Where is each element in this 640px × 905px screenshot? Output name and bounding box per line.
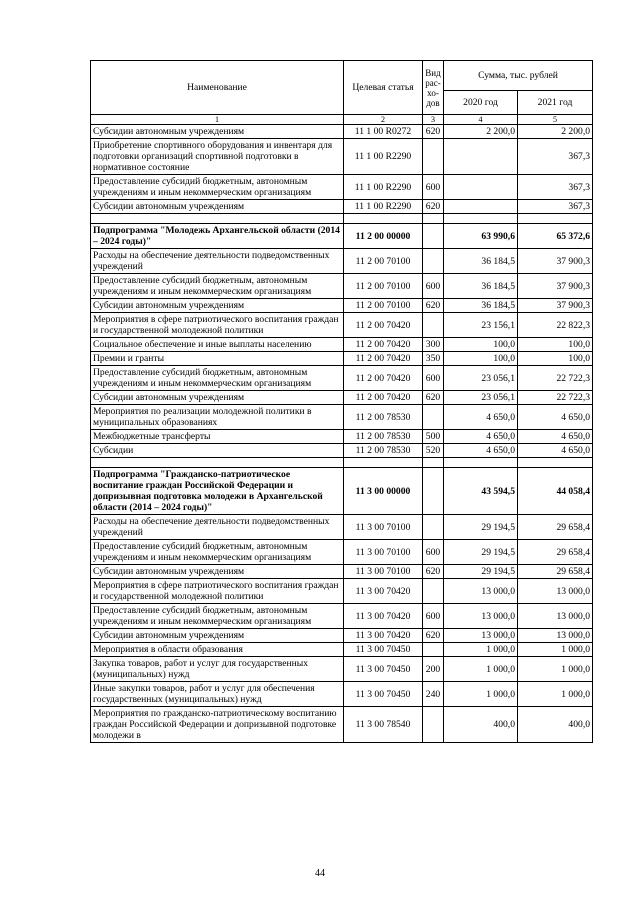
row-target-article: 11 3 00 70450 [344,657,423,682]
row-target-article: 11 3 00 70100 [344,515,423,540]
row-amount-2020: 23 056,1 [444,391,518,405]
row-target-article: 11 3 00 78540 [344,707,423,743]
row-amount-2021: 2 200,0 [518,125,593,139]
row-target-article: 11 3 00 70450 [344,643,423,657]
row-name: Расходы на обеспечение деятельности подведомственных учреждений [91,515,344,540]
row-expense-kind: 600 [423,366,444,391]
row-amount-2020: 29 194,5 [444,565,518,579]
table-row [91,249,593,274]
row-target-article: 11 2 00 78530 [344,405,423,430]
row-name: Иные закупки товаров, работ и услуг для обеспечения государственных (муниципальных) нужд [91,682,344,707]
row-expense-kind: 240 [423,682,444,707]
row-amount-2020: 36 184,5 [444,299,518,313]
row-amount-2021: 1 000,0 [518,682,593,707]
row-expense-kind [423,139,444,175]
row-expense-kind [423,313,444,338]
row-amount-2020: 36 184,5 [444,274,518,299]
header-name: Наименование [91,61,344,115]
column-number: 3 [423,115,444,125]
table-row [91,139,593,175]
row-expense-kind: 620 [423,125,444,139]
row-amount-2021: 65 372,6 [518,224,593,249]
row-name: Субсидии автономным учреждениям [91,629,344,643]
row-expense-kind [423,468,444,515]
row-target-article: 11 3 00 70420 [344,629,423,643]
row-amount-2020: 2 200,0 [444,125,518,139]
row-name: Предоставление субсидий бюджетным, автономным учреждениям и иным некоммерческим организациям [91,540,344,565]
row-expense-kind: 520 [423,444,444,458]
row-name: Межбюджетные трансферты [91,430,344,444]
row-expense-kind: 350 [423,352,444,366]
table-row [91,338,593,352]
row-amount-2021: 22 822,3 [518,313,593,338]
row-expense-kind [423,707,444,743]
row-amount-2020: 4 650,0 [444,405,518,430]
table-row [91,682,593,707]
row-expense-kind: 620 [423,200,444,214]
spacer-cell [91,458,344,468]
row-amount-2020: 4 650,0 [444,444,518,458]
table-row [91,274,593,299]
row-name: Субсидии автономным учреждениям [91,299,344,313]
row-target-article: 11 2 00 70420 [344,338,423,352]
row-target-article: 11 2 00 70100 [344,299,423,313]
spacer-cell [444,458,518,468]
row-target-article: 11 2 00 00000 [344,224,423,249]
row-amount-2021: 29 658,4 [518,515,593,540]
row-name: Предоставление субсидий бюджетным, автономным учреждениям и иным некоммерческим организациям [91,604,344,629]
row-amount-2021: 29 658,4 [518,565,593,579]
table-row [91,200,593,214]
row-expense-kind: 620 [423,391,444,405]
row-amount-2020: 1 000,0 [444,657,518,682]
row-target-article: 11 2 00 70420 [344,366,423,391]
row-amount-2021: 1 000,0 [518,643,593,657]
row-amount-2020: 13 000,0 [444,604,518,629]
row-amount-2021: 100,0 [518,338,593,352]
spacer-row [91,458,593,468]
row-expense-kind: 600 [423,175,444,200]
page-number: 44 [315,868,325,879]
row-amount-2020: 13 000,0 [444,629,518,643]
table-row [91,540,593,565]
row-amount-2021: 29 658,4 [518,540,593,565]
row-name: Расходы на обеспечение деятельности подведомственных учреждений [91,249,344,274]
table-row [91,707,593,743]
table-row [91,313,593,338]
table-row [91,299,593,313]
row-expense-kind: 500 [423,430,444,444]
row-target-article: 11 2 00 70420 [344,352,423,366]
table-row [91,444,593,458]
column-number: 5 [518,115,593,125]
table-row [91,352,593,366]
row-amount-2020: 29 194,5 [444,540,518,565]
row-name: Мероприятия по реализации молодежной политики в муниципальных образованиях [91,405,344,430]
row-amount-2020: 100,0 [444,352,518,366]
row-name: Субсидии [91,444,344,458]
table-row [91,565,593,579]
row-expense-kind [423,643,444,657]
row-amount-2020 [444,175,518,200]
spacer-cell [344,214,423,224]
table-row [91,125,593,139]
row-amount-2021: 37 900,3 [518,299,593,313]
row-expense-kind: 620 [423,629,444,643]
row-amount-2020: 1 000,0 [444,643,518,657]
row-amount-2020 [444,200,518,214]
row-expense-kind: 600 [423,274,444,299]
row-amount-2021: 37 900,3 [518,249,593,274]
row-target-article: 11 1 00 R2290 [344,175,423,200]
row-name: Премии и гранты [91,352,344,366]
row-target-article: 11 3 00 70100 [344,540,423,565]
spacer-cell [344,458,423,468]
row-target-article: 11 1 00 R2290 [344,139,423,175]
header-expense-kind: Вид рас-хо-дов [423,61,444,115]
row-target-article: 11 1 00 R0272 [344,125,423,139]
row-amount-2021: 13 000,0 [518,629,593,643]
table-header [91,61,593,125]
row-amount-2020 [444,139,518,175]
row-target-article: 11 1 00 R2290 [344,200,423,214]
spacer-cell [91,214,344,224]
row-expense-kind: 600 [423,604,444,629]
row-amount-2021: 367,3 [518,175,593,200]
row-amount-2021: 4 650,0 [518,430,593,444]
row-expense-kind: 620 [423,299,444,313]
row-amount-2020: 43 594,5 [444,468,518,515]
row-amount-2020: 63 990,6 [444,224,518,249]
row-name: Мероприятия по гражданско-патриотическому воспитанию граждан Российской Федерации и допризывной подготовке молодежи в [91,707,344,743]
row-target-article: 11 3 00 70420 [344,579,423,604]
row-name: Субсидии автономным учреждениям [91,391,344,405]
spacer-cell [444,214,518,224]
header-target-article: Целевая статья [344,61,423,115]
table-row [91,579,593,604]
column-number: 4 [444,115,518,125]
row-amount-2021: 13 000,0 [518,579,593,604]
row-name: Подпрограмма "Молодежь Архангельской области (2014 – 2024 годы)" [91,224,344,249]
table-body [91,125,593,743]
row-target-article: 11 3 00 70420 [344,604,423,629]
spacer-cell [423,458,444,468]
row-target-article: 11 3 00 70100 [344,565,423,579]
table-row [91,643,593,657]
row-target-article: 11 2 00 78530 [344,444,423,458]
row-expense-kind: 300 [423,338,444,352]
header-year-2021: 2021 год [518,91,593,115]
spacer-cell [423,214,444,224]
row-target-article: 11 2 00 70420 [344,313,423,338]
row-name: Субсидии автономным учреждениям [91,125,344,139]
spacer-cell [518,458,593,468]
row-target-article: 11 3 00 00000 [344,468,423,515]
row-amount-2021: 400,0 [518,707,593,743]
row-target-article: 11 3 00 70450 [344,682,423,707]
row-name: Предоставление субсидий бюджетным, автономным учреждениям и иным некоммерческим организациям [91,366,344,391]
row-name: Мероприятия в сфере патриотического воспитания граждан и государственной молодежной политики [91,579,344,604]
header-sum: Сумма, тыс. рублей [444,61,593,91]
row-expense-kind [423,224,444,249]
table-row [91,629,593,643]
row-amount-2020: 23 056,1 [444,366,518,391]
row-name: Закупка товаров, работ и услуг для государственных (муниципальных) нужд [91,657,344,682]
table-row [91,604,593,629]
row-expense-kind: 600 [423,540,444,565]
row-expense-kind [423,405,444,430]
row-name: Приобретение спортивного оборудования и инвентаря для подготовки организаций спортивной подготовки в нормативное состояние [91,139,344,175]
row-expense-kind [423,515,444,540]
row-name: Социальное обеспечение и иные выплаты населению [91,338,344,352]
row-amount-2020: 23 156,1 [444,313,518,338]
row-amount-2021: 367,3 [518,139,593,175]
row-amount-2020: 100,0 [444,338,518,352]
table-row [91,657,593,682]
table-row [91,175,593,200]
row-name: Мероприятия в сфере патриотического воспитания граждан и государственной молодежной политики [91,313,344,338]
row-expense-kind: 620 [423,565,444,579]
row-name: Субсидии автономным учреждениям [91,565,344,579]
row-amount-2021: 22 722,3 [518,366,593,391]
table-row [91,405,593,430]
row-amount-2021: 13 000,0 [518,604,593,629]
row-amount-2021: 22 722,3 [518,391,593,405]
table-row [91,515,593,540]
budget-table [90,60,593,743]
row-expense-kind: 200 [423,657,444,682]
row-amount-2021: 4 650,0 [518,444,593,458]
table-row [91,366,593,391]
table-row [91,430,593,444]
row-target-article: 11 2 00 70420 [344,391,423,405]
table-row [91,391,593,405]
row-amount-2020: 36 184,5 [444,249,518,274]
subprogram-row [91,224,593,249]
row-name: Субсидии автономным учреждениям [91,200,344,214]
row-target-article: 11 2 00 70100 [344,274,423,299]
spacer-cell [518,214,593,224]
row-amount-2020: 400,0 [444,707,518,743]
column-number: 1 [91,115,344,125]
row-amount-2021: 37 900,3 [518,274,593,299]
row-amount-2021: 44 058,4 [518,468,593,515]
row-amount-2021: 100,0 [518,352,593,366]
row-target-article: 11 2 00 78530 [344,430,423,444]
header-year-2020: 2020 год [444,91,518,115]
column-number-row [91,115,593,125]
spacer-row [91,214,593,224]
row-name: Мероприятия в области образования [91,643,344,657]
subprogram-row [91,468,593,515]
row-amount-2020: 29 194,5 [444,515,518,540]
row-expense-kind [423,249,444,274]
row-target-article: 11 2 00 70100 [344,249,423,274]
row-name: Предоставление субсидий бюджетным, автономным учреждениям и иным некоммерческим организациям [91,175,344,200]
row-amount-2021: 4 650,0 [518,405,593,430]
column-number: 2 [344,115,423,125]
row-amount-2020: 13 000,0 [444,579,518,604]
row-name: Подпрограмма "Гражданско-патриотическое воспитание граждан Российской Федерации и допризывная подготовка молодежи в Архангельской области (2014 – 2024 годы)" [91,468,344,515]
row-amount-2021: 367,3 [518,200,593,214]
row-name: Предоставление субсидий бюджетным, автономным учреждениям и иным некоммерческим организациям [91,274,344,299]
row-expense-kind [423,579,444,604]
row-amount-2020: 4 650,0 [444,430,518,444]
row-amount-2020: 1 000,0 [444,682,518,707]
row-amount-2021: 1 000,0 [518,657,593,682]
